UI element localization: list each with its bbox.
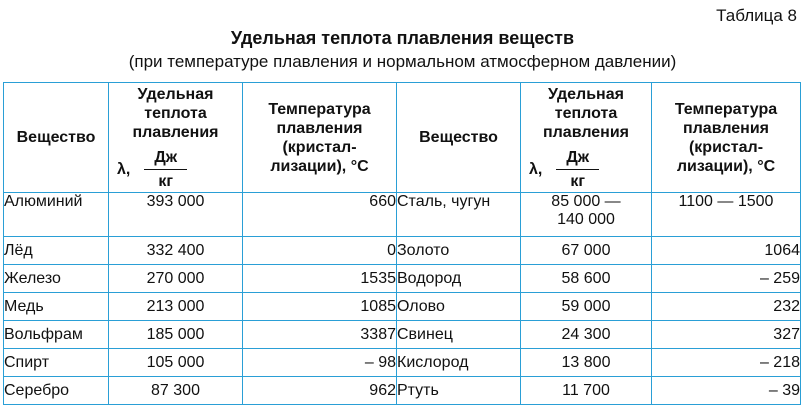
header-heat-line: теплота [144, 104, 207, 122]
temp-cell: 3387 [243, 321, 397, 349]
page-title: Удельная теплота плавления веществ [230, 28, 575, 48]
temp-cell: 0 [243, 237, 397, 265]
header-temp-line: плавления [682, 119, 770, 137]
temp-cell: 962 [243, 377, 397, 405]
header-temp-line: плавления [276, 119, 363, 137]
header-temp-line: Температура [674, 100, 778, 118]
heat-cell: 393 000 [109, 193, 243, 237]
header-substance-right: Вещество [397, 83, 521, 193]
heat-cell [521, 193, 652, 237]
substance-cell: Спирт [4, 349, 109, 377]
unit-numerator: Дж [556, 148, 599, 170]
temp-cell: – 259 [652, 265, 801, 293]
unit-denominator: кг [158, 172, 174, 190]
heat-cell: 87 300 [109, 377, 243, 405]
table-header-row [4, 83, 801, 193]
header-substance-left: Вещество [4, 83, 109, 193]
heat-cell: 332 400 [109, 237, 243, 265]
header-temp-line: лизации), °С [270, 157, 369, 175]
temp-cell: 1064 [652, 237, 801, 265]
header-heat-left [109, 83, 243, 193]
heat-cell: 67 000 [521, 237, 652, 265]
heat-cell: 213 000 [109, 293, 243, 321]
header-heat-line: плавления [132, 123, 219, 141]
temp-cell: – 218 [652, 349, 801, 377]
substance-cell: Вольфрам [4, 321, 109, 349]
substance-cell: Свинец [397, 321, 521, 349]
heat-cell: 11 700 [521, 377, 652, 405]
lambda-symbol: λ, [117, 160, 131, 178]
table-row [4, 349, 801, 377]
table-row [4, 237, 801, 265]
header-heat-line: Удельная [137, 85, 214, 103]
heat-unit [109, 148, 242, 191]
substance-cell: Лёд [4, 237, 109, 265]
table-number: Таблица 8 [716, 6, 797, 25]
header-heat-line: Удельная [548, 85, 624, 103]
substance-cell: Сталь, чугун [397, 193, 521, 237]
substance-cell: Серебро [4, 377, 109, 405]
unit-numerator: Дж [144, 148, 187, 170]
temp-cell: – 98 [243, 349, 397, 377]
table-row [4, 377, 801, 405]
heat-unit [521, 148, 651, 191]
melting-heat-table [3, 82, 801, 405]
table-row [4, 193, 801, 237]
heat-cell: 185 000 [109, 321, 243, 349]
header-temp-line: лизации), °С [676, 157, 776, 175]
temp-cell: 1085 [243, 293, 397, 321]
table-row [4, 265, 801, 293]
substance-cell: Водород [397, 265, 521, 293]
header-heat-line: теплота [554, 104, 618, 122]
header-temp-left [243, 83, 397, 193]
substance-cell: Кислород [397, 349, 521, 377]
heat-cell: 24 300 [521, 321, 652, 349]
substance-cell: Железо [4, 265, 109, 293]
page-subtitle: (при температуре плавления и нормальном атмосферном давлении) [128, 52, 677, 71]
heat-range-line: 85 000 — [551, 193, 621, 210]
header-temp-line: Температура [268, 100, 371, 118]
header-temp-line: (кристал- [282, 138, 357, 156]
heat-cell: 59 000 [521, 293, 652, 321]
temp-cell: 327 [652, 321, 801, 349]
heat-cell: 270 000 [109, 265, 243, 293]
temp-cell: 1535 [243, 265, 397, 293]
substance-cell: Медь [4, 293, 109, 321]
header-temp-line: (кристал- [688, 138, 764, 156]
header-heat-line: плавления [542, 123, 630, 141]
header-temp-right [652, 83, 801, 193]
substance-cell: Золото [397, 237, 521, 265]
temp-cell: 660 [243, 193, 397, 237]
unit-denominator: кг [570, 172, 586, 190]
heat-range-line: 140 000 [557, 211, 615, 228]
header-heat-right [521, 83, 652, 193]
table-row [4, 293, 801, 321]
temp-cell: 1100 — 1500 [652, 193, 801, 237]
heat-cell: 105 000 [109, 349, 243, 377]
temp-cell: 232 [652, 293, 801, 321]
temp-cell: – 39 [652, 377, 801, 405]
table-row [4, 321, 801, 349]
substance-cell: Олово [397, 293, 521, 321]
heat-cell: 58 600 [521, 265, 652, 293]
substance-cell: Ртуть [397, 377, 521, 405]
substance-cell: Алюминий [4, 193, 109, 237]
lambda-symbol: λ, [529, 160, 543, 178]
heat-cell: 13 800 [521, 349, 652, 377]
